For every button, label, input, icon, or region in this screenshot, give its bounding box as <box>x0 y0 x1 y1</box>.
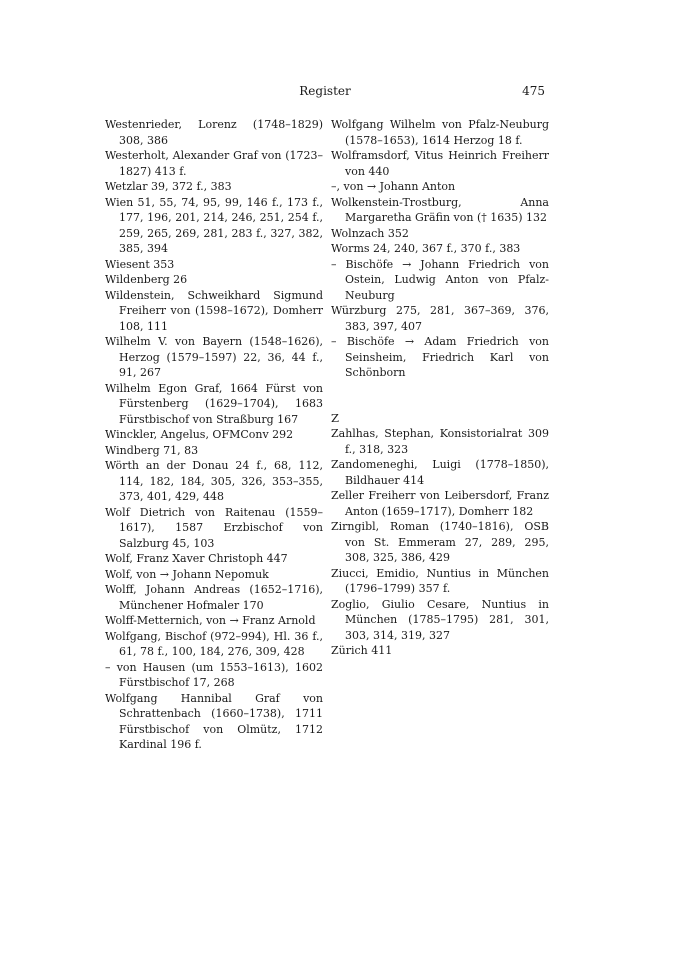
index-entry: Wiesent 353 <box>105 257 175 271</box>
running-head <box>105 84 545 104</box>
index-entry: Wilhelm Egon Graf, 1664 Fürst von Fürstenberg (1629–1704), 1683 Fürstbischof von Straßburg 167 <box>105 381 323 426</box>
index-entry: Wolfgang, Bischof (972–994), Hl. 36 f., 61, 78 f., 100, 184, 276, 309, 428 <box>105 629 323 658</box>
index-entry: Wildenberg 26 <box>105 273 188 286</box>
index-entry: Wolff-Metternich, von → Franz Arnold <box>105 614 316 627</box>
index-entry: Wolfgang Wilhelm von Pfalz-Neuburg (1578–1653), 1614 Herzog 18 f. <box>331 118 549 147</box>
index-entry: Würzburg 275, 281, 367–369, 376, 383, 397, 407 <box>331 304 549 333</box>
index-entry: Winckler, Angelus, OFMConv 292 <box>105 428 294 441</box>
index-entry: Wolframsdorf, Vitus Heinrich Freiherr von 440 <box>331 149 549 178</box>
index-entry: Wolnzach 352 <box>331 226 409 240</box>
index-entry: Wolf Dietrich von Raitenau (1559–1617), 1587 Erzbischof von Salzburg 45, 103 <box>105 505 323 550</box>
index-entry: Zürich 411 <box>331 644 393 657</box>
index-column-left <box>105 117 323 753</box>
index-entry: Wildenstein, Schweikhard Sigmund Freiherr von (1598–1672), Domherr 108, 111 <box>105 288 323 333</box>
index-subentry: – Bischöfe → Johann Friedrich von Ostein, Ludwig Anton von Pfalz-Neuburg <box>331 257 549 302</box>
index-entry: Windberg 71, 83 <box>105 443 199 457</box>
index-subentry: – Bischöfe → Adam Friedrich von Seinsheim, Friedrich Karl von Schönborn <box>331 335 549 379</box>
index-entry: Wien 51, 55, 74, 95, 99, 146 f., 173 f., 177, 196, 201, 214, 246, 251, 254 f., 259, 265, 269, 281, 283 f., 327, 382, 385, 394 <box>105 195 323 255</box>
index-entry: Zoglio, Giulio Cesare, Nuntius in München (1785–1795) 281, 301, 303, 314, 319, 327 <box>331 597 549 642</box>
index-subentry: –, von → Johann Anton <box>331 180 456 193</box>
section-letter-heading: Z <box>331 410 339 425</box>
index-column-right <box>331 117 549 659</box>
index-entry: Westerholt, Alexander Graf von (1723–1827) 413 f. <box>105 149 323 178</box>
index-entry: Wörth an der Donau 24 f., 68, 112, 114, 182, 184, 305, 326, 353–355, 373, 401, 429, 448 <box>105 459 323 503</box>
index-entry: Wolff, Johann Andreas (1652–1716), Münchener Hofmaler 170 <box>105 583 323 612</box>
page-number: 475 <box>522 84 545 98</box>
index-entry: Wetzlar 39, 372 f., 383 <box>105 180 232 193</box>
running-title: Register <box>299 84 351 98</box>
index-entry: Wolkenstein-Trostburg, Anna Margaretha Gräfin von († 1635) 132 <box>331 195 549 224</box>
index-entry: Ziucci, Emidio, Nuntius in München (1796–1799) 357 f. <box>331 566 549 595</box>
index-entry: Zirngibl, Roman (1740–1816), OSB von St. Emmeram 27, 289, 295, 308, 325, 386, 429 <box>331 520 549 564</box>
index-entry: Westenrieder, Lorenz (1748–1829) 308, 386 <box>105 118 323 147</box>
index-entry: Zahlhas, Stephan, Konsistorialrat 309 f., 318, 323 <box>331 427 549 456</box>
index-entry: Zandomeneghi, Luigi (1778–1850), Bildhauer 414 <box>331 458 549 487</box>
index-entry: Wolfgang Hannibal Graf von Schrattenbach (1660–1738), 1711 Fürstbischof von Olmütz, 1712 Kardinal 196 f. <box>105 691 323 751</box>
index-entry: Wolf, von → Johann Nepomuk <box>105 567 269 581</box>
index-entry: Worms 24, 240, 367 f., 370 f., 383 <box>331 242 521 255</box>
index-entry: Wilhelm V. von Bayern (1548–1626), Herzog (1579–1597) 22, 36, 44 f., 91, 267 <box>105 335 323 379</box>
index-entry: Zeller Freiherr von Leibersdorf, Franz Anton (1659–1717), Domherr 182 <box>331 489 549 518</box>
index-entry: Wolf, Franz Xaver Christoph 447 <box>105 552 288 565</box>
index-subentry: – von Hausen (um 1553–1613), 1602 Fürstbischof 17, 268 <box>105 660 323 689</box>
